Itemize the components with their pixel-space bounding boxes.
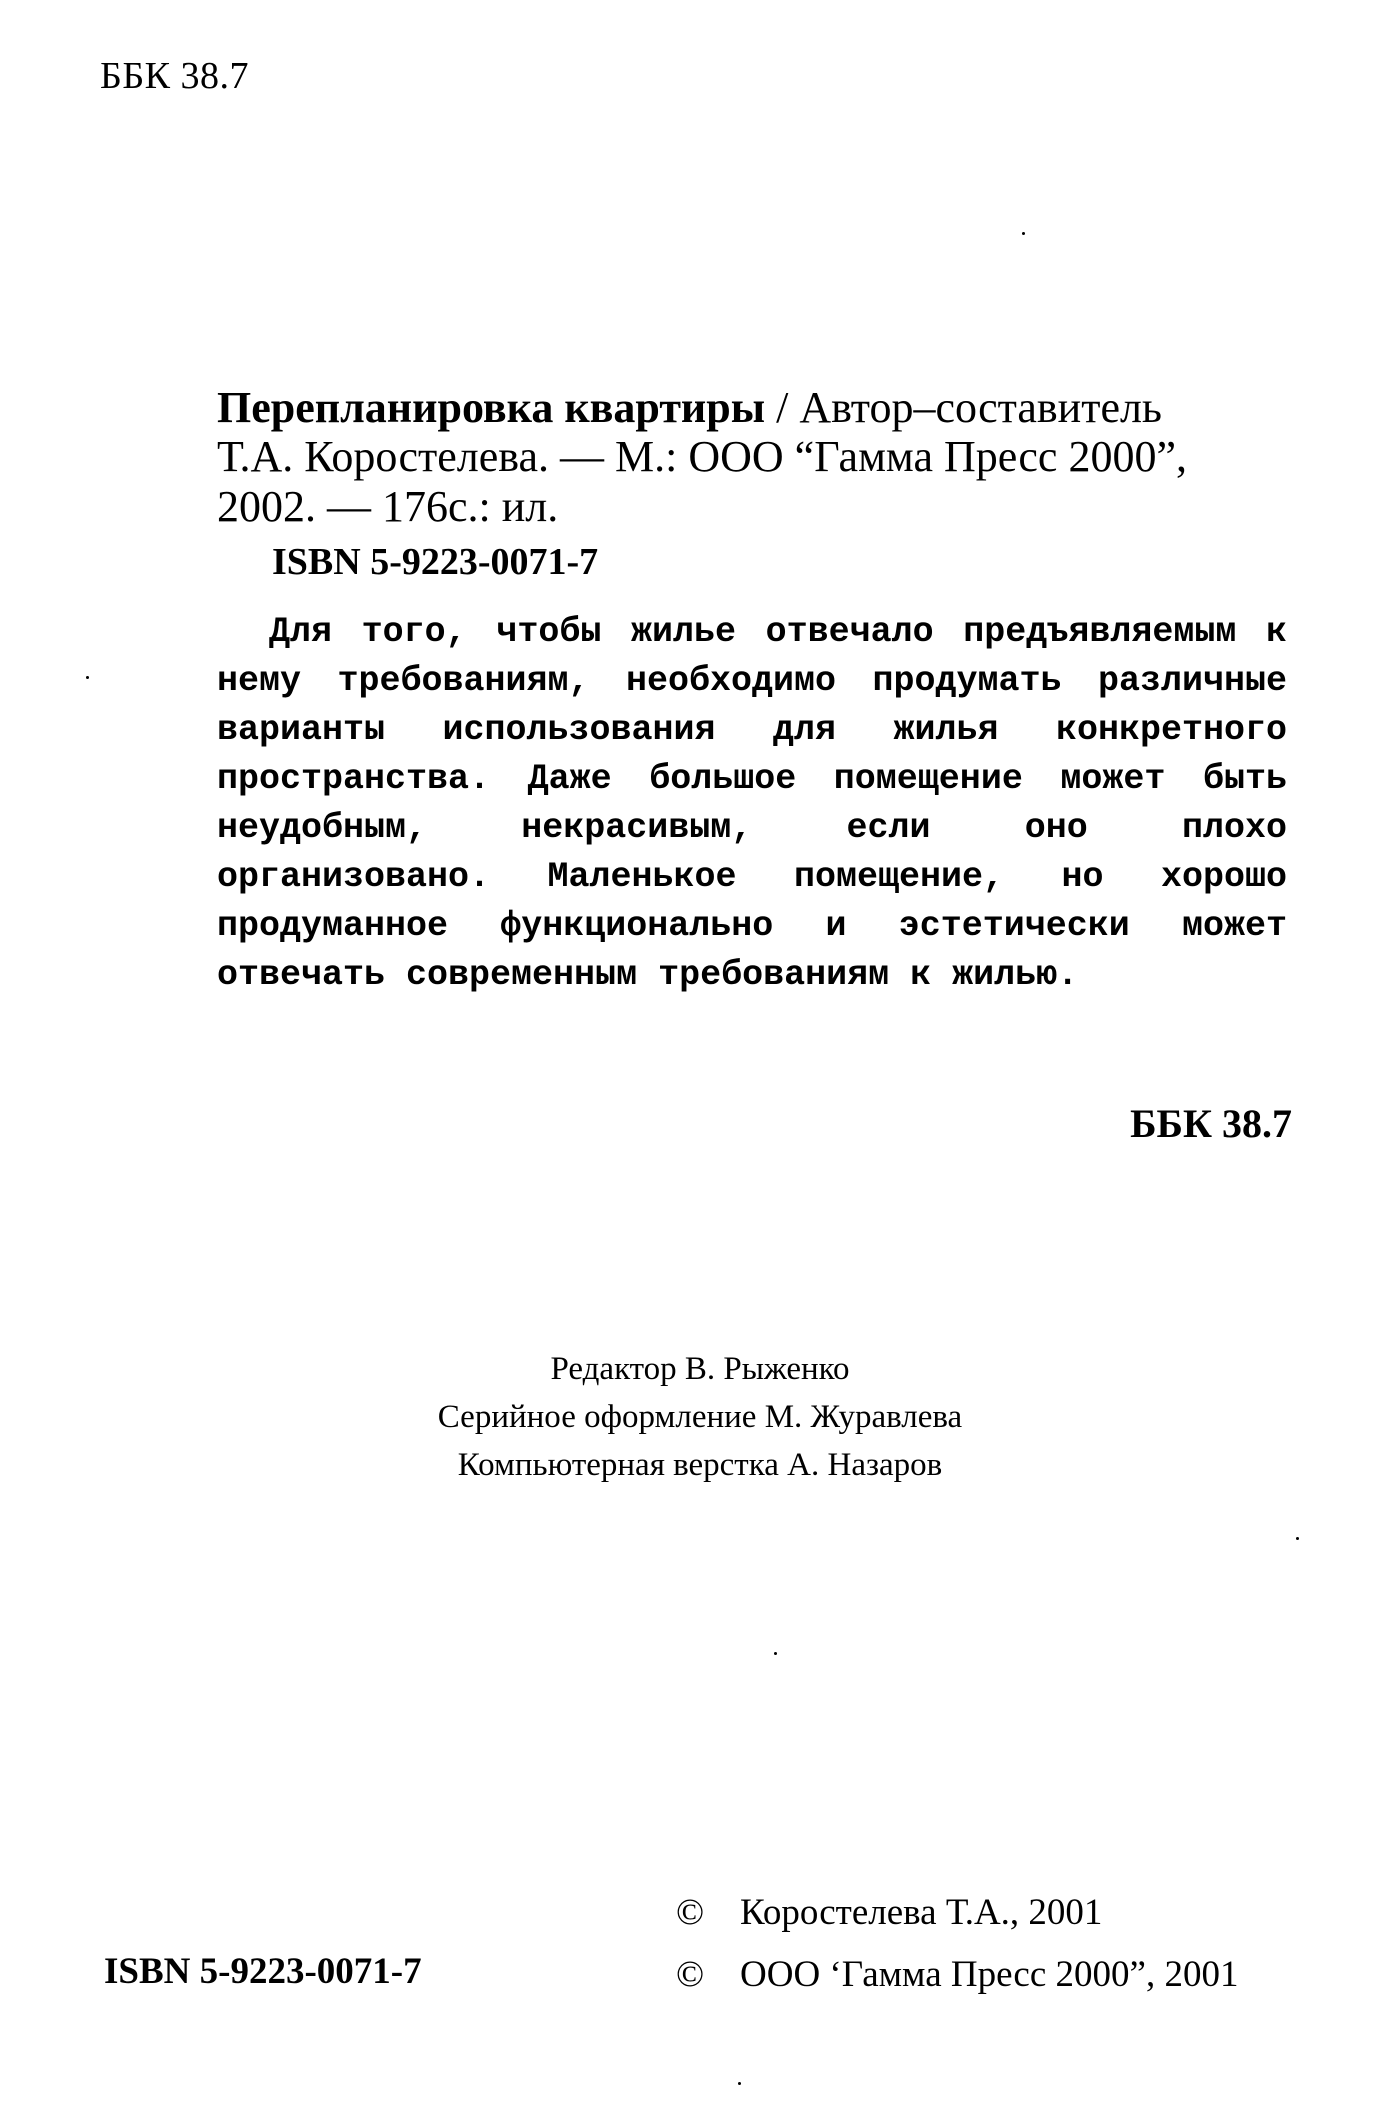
- biblio-line-2: Т.А. Коростелева. — М.: ООО “Гамма Пресс 2000”,: [217, 432, 1187, 482]
- copyright-block: [676, 1882, 1238, 2006]
- biblio-line-3: 2002. — 176с.: ил.: [217, 481, 559, 531]
- credit-layout: Компьютерная верстка А. Назаров: [457, 1447, 943, 1483]
- scan-speck: [738, 2082, 741, 2085]
- book-title: Перепланировка квартиры: [217, 383, 766, 432]
- copyright-publisher-row: [676, 1944, 1238, 2006]
- biblio-line-1: [217, 383, 1297, 432]
- copyright-icon: ©: [676, 1892, 705, 1933]
- scan-speck: [1022, 232, 1025, 235]
- scan-speck: [774, 1652, 777, 1655]
- copyright-author-row: [676, 1882, 1238, 1944]
- credits-block: [350, 1345, 1050, 1489]
- isbn-bottom: ISBN 5-9223-0071-7: [104, 1951, 422, 1992]
- isbn-main: ISBN 5-9223-0071-7: [272, 541, 599, 583]
- author-compiler-label: / Автор–составитель: [765, 383, 1162, 432]
- bbk-code-right: ББК 38.7: [1130, 1101, 1292, 1146]
- credit-series-design: Серийное оформление М. Журавлева: [437, 1399, 963, 1435]
- scan-speck: [1296, 1537, 1299, 1540]
- credit-editor: Редактор В. Рыженко: [550, 1351, 850, 1387]
- copyright-publisher: ООО ‘Гамма Пресс 2000”, 2001: [740, 1954, 1239, 1995]
- bibliographic-record: [217, 383, 1297, 531]
- bbk-code-top: ББК 38.7: [100, 55, 249, 97]
- copyright-icon: ©: [676, 1954, 705, 1995]
- abstract-paragraph: Для того, чтобы жилье отвечало предъявляемым к нему требованиям, необходимо продумать различные варианты использования для жилья конкретного пространства. Даже большое помещение может быть неудобным, некрасивым, если оно плохо организовано. Маленькое помещение, но хорошо продуманное функционально и эстетически может отвечать современным требованиям к жилью.: [217, 612, 1287, 995]
- copyright-author: Коростелева Т.А., 2001: [740, 1892, 1103, 1933]
- scan-speck: [86, 676, 89, 679]
